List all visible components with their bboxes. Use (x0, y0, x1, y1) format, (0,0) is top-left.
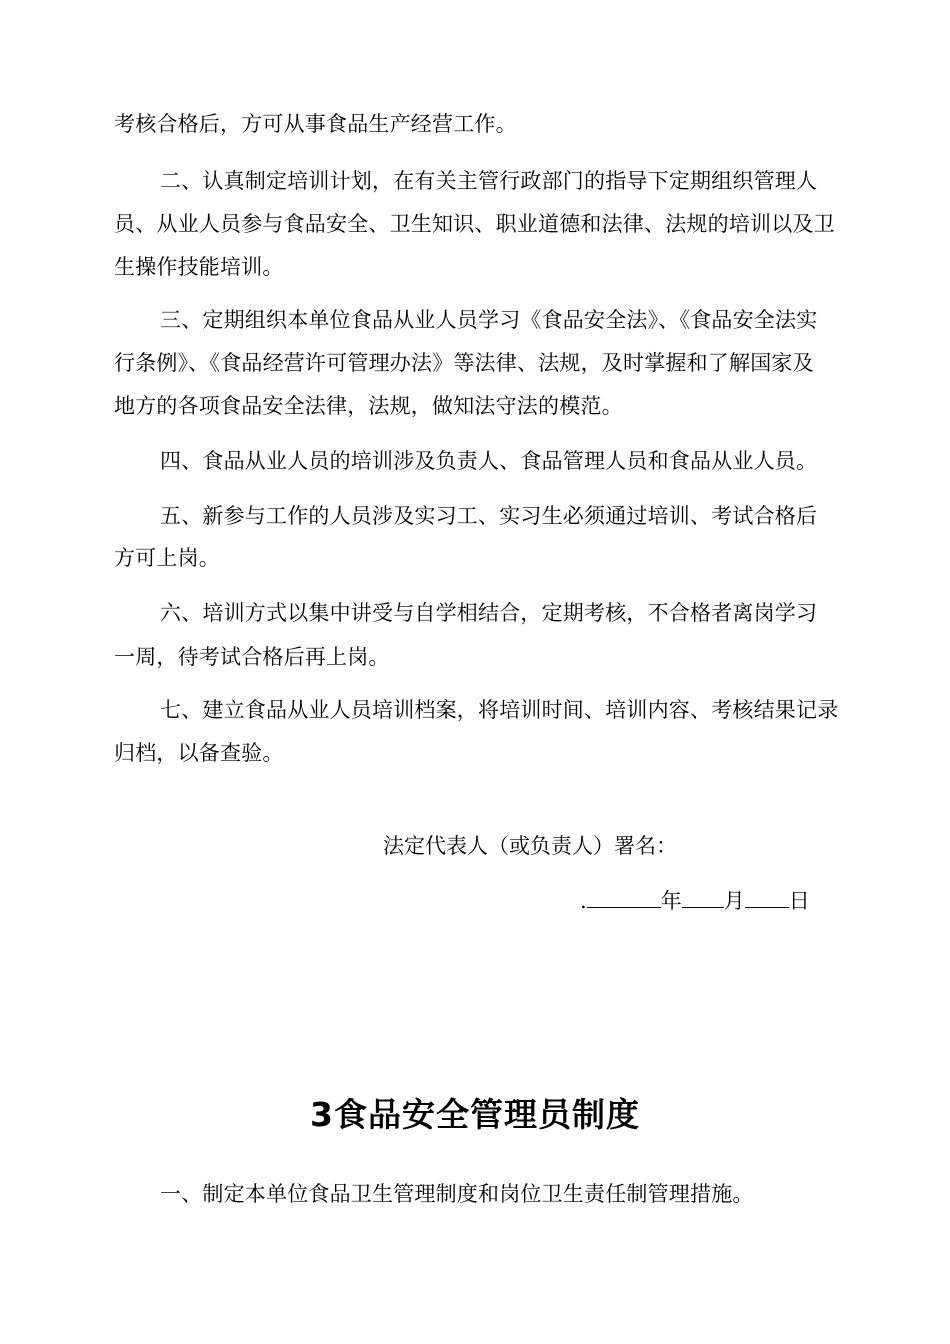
month-blank[interactable] (682, 885, 724, 908)
month-label: 月 (723, 889, 745, 913)
year-blank[interactable] (587, 885, 661, 908)
paragraph-line: 七、建立食品从业人员培训档案，将培训时间、培训内容、考核结果记录 (160, 698, 839, 722)
paragraph-line: 考核合格后，方可从事食品生产经营工作。 (114, 112, 517, 136)
date-prefix: . (580, 889, 587, 913)
year-label: 年 (660, 889, 682, 913)
signature-date (580, 885, 810, 915)
paragraph-line: 五、新参与工作的人员涉及实习工、实习生必须通过培训、考试合格后 (160, 504, 818, 528)
paragraph-line: 六、培训方式以集中讲受与自学相结合，定期考核，不合格者离岗学习 (160, 601, 818, 625)
paragraph-line: 四、食品从业人员的培训涉及负责人、食品管理人员和食品从业人员。 (160, 449, 818, 473)
paragraph-line: 员、从业人员参与食品安全、卫生知识、职业道德和法律、法规的培训以及卫 (114, 212, 835, 236)
paragraph-line: 归档，以备查验。 (114, 741, 284, 765)
paragraph-line: 三、定期组织本单位食品从业人员学习《食品安全法》、《食品安全法实 (160, 308, 818, 332)
signature-label: 法定代表人（或负责人）署名： (383, 834, 677, 858)
paragraph-line: 行条例》、《食品经营许可管理办法》等法律、法规，及时掌握和了解国家及 (114, 351, 814, 375)
paragraph-line: 一、制定本单位食品卫生管理制度和岗位卫生责任制管理措施。 (160, 1182, 754, 1206)
paragraph-line: 一周，待考试合格后再上岗。 (114, 645, 390, 669)
day-blank[interactable] (745, 885, 789, 908)
paragraph-line: 生操作技能培训。 (114, 255, 284, 279)
paragraph-line: 二、认真制定培训计划，在有关主管行政部门的指导下定期组织管理人 (160, 169, 818, 193)
day-label: 日 (788, 889, 810, 913)
section-heading: 3食品安全管理员制度 (310, 1095, 640, 1134)
paragraph-line: 地方的各项食品安全法律，法规，做知法守法的模范。 (114, 394, 623, 418)
paragraph-line: 方可上岗。 (114, 546, 220, 570)
